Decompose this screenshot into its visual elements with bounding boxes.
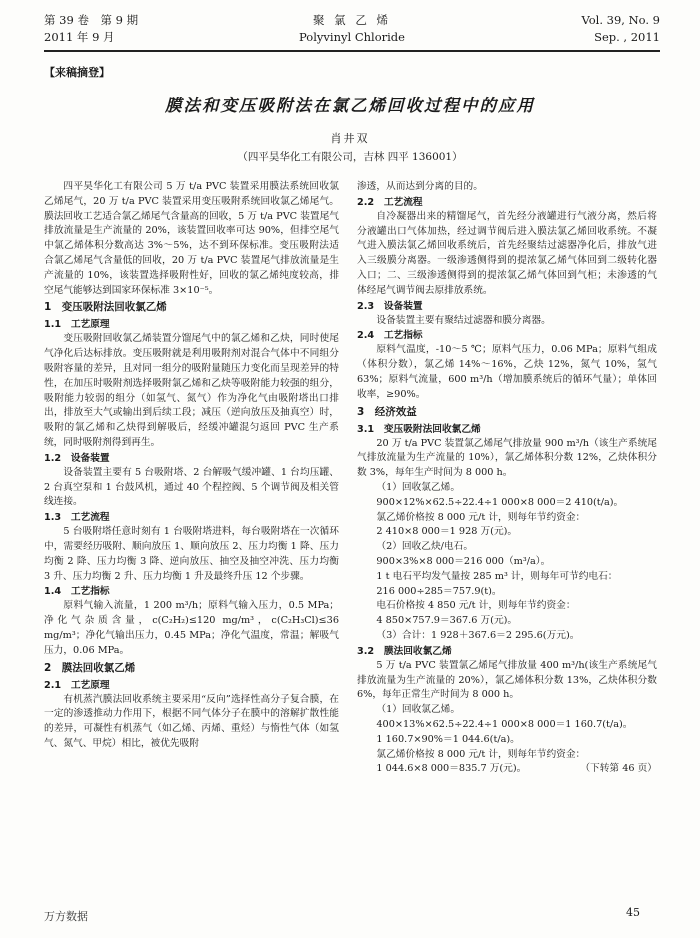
- paragraph: 5 台吸附塔任意时刻有 1 台吸附塔进料，每台吸附塔在一次循环中，需要经历吸附、顺向放压 1、顺向放压 2、压力均衡 1 降、压力均衡 2 降、压力均衡 3 降、逆向放压、抽空及抽空冲洗、压力均衡 3 升、压力均衡 2 升、压力均衡 1 升及最终升压 12 个步骤。: [44, 526, 339, 582]
- calc-line: 900×3%×8 000＝216 000（m³/a）。: [376, 555, 551, 567]
- calc-line: 氯乙烯价格按 8 000 元/t 计，则每年节约资金：: [376, 511, 586, 523]
- calc-line-with-continuation: [357, 762, 657, 777]
- author-name: 肖井双: [330, 132, 370, 145]
- page-header: [44, 12, 660, 48]
- paragraph: 5 万 t/a PVC 装置氯乙烯尾气排放量 400 m³/h(该生产系统尾气排放流量为生产流量的 20%），氯乙烯体积分数 13%，乙炔体积分数 6%，每年正常生产时间为 8 000 h。: [357, 659, 657, 701]
- subsection-heading: 1.1 工艺原理: [44, 319, 110, 331]
- header-center: [44, 12, 660, 46]
- paragraph: 设备装置主要有 5 台吸附塔、2 台解吸气缓冲罐、1 台均压罐、2 台真空泵和 1 台鼓风机，通过 40 个程控阀、5 个调节阀及相关管线连接。: [44, 466, 339, 508]
- paragraph-continued: 渗透，从而达到分离的目的。: [357, 181, 483, 192]
- calc-line: 900×12%×62.5÷22.4÷1 000×8 000＝2 410(t/a)。: [376, 496, 624, 508]
- calc-line: 1 044.6×8 000＝835.7 万(元)。: [376, 763, 527, 775]
- continued-note: （下转第 46 页）: [580, 763, 657, 775]
- subsection-heading: 2.4 工艺指标: [357, 330, 423, 342]
- subsection-heading: 3.2 膜法回收氯乙烯: [357, 645, 452, 657]
- date-cn: 2011 年 9 月: [44, 30, 115, 44]
- calc-line: 1 160.7×90%＝1 044.6(t/a)。: [376, 733, 520, 745]
- right-column: [357, 180, 657, 777]
- header-divider: [44, 50, 660, 52]
- calc-line: （2）回收乙炔/电石。: [376, 541, 474, 553]
- calc-line: 216 000÷285＝757.9(t)。: [376, 585, 502, 597]
- subsection-heading: 2.3 设备装置: [357, 300, 423, 312]
- header-right: [581, 12, 660, 46]
- subsection-heading: 1.2 设备装置: [44, 452, 110, 464]
- paragraph: 20 万 t/a PVC 装置氯乙烯尾气排放量 900 m³/h（该生产系统尾气排放流量为生产流量的 10%），氯乙烯体积分数 12%，乙炔体积分数 3%，每年生产时间为 8 000 h。: [357, 437, 657, 479]
- paragraph: 有机蒸汽膜法回收系统主要采用“反向”选择性高分子复合膜，在一定的渗透推动力作用下，根据不同气体分子在膜中的溶解扩散性能的差异，可凝性有机蒸气（如乙烯、丙烯、重烃）与惰性气体（如氢气、氮气、甲烷）相比，被优先吸附: [44, 693, 339, 749]
- section-heading: 2 膜法回收氯乙烯: [44, 661, 136, 674]
- paragraph: 变压吸附回收氯乙烯装置分馏尾气中的氯乙烯和乙炔，同时使尾气净化后达标排放。变压吸附就是利用吸附剂对混合气体中不同组分吸附容量的差异，且对同一组分的吸附量随压力变化而呈现差异的特性，在加压时吸附剂选择吸附氯乙烯和乙炔等吸附能力较强的组分，吸附能力较弱的组分（如氢气、氮气）作为净化气由吸附塔出口排出，排放至大气或输出到后续工段；减压（逆向放压及抽真空）时，吸附的氯乙烯和乙炔得到解吸后，经缓冲罐混匀返回 PVC 生产系统，同时吸附剂得到再生。: [44, 333, 339, 448]
- author-affiliation: （四平昊华化工有限公司，吉林 四平 136001）: [237, 151, 463, 163]
- date-en: Sep. , 2011: [594, 30, 660, 44]
- paragraph: 原料气输入流量，1 200 m³/h；原料气输入压力，0.5 MPa；净化气杂质含量，c(C₂H₂)≤120 mg/m³，c(C₂H₃Cl)≤36 mg/m³；净化气输出压力，0.45 MPa；净化气温度，常温；解吸气压力，0.06 MPa。: [44, 600, 339, 656]
- subsection-heading: 1.4 工艺指标: [44, 586, 110, 598]
- subsection-heading: 1.3 工艺流程: [44, 512, 110, 524]
- section-heading: 3 经济效益: [357, 405, 417, 418]
- calc-line: 1 t 电石平均发气量按 285 m³ 计，则每年可节约电石：: [376, 570, 618, 582]
- volume-issue-en: Vol. 39, No. 9: [581, 13, 660, 27]
- calc-line: 400×13%×62.5÷22.4÷1 000×8 000＝1 160.7(t/a)。: [376, 718, 633, 730]
- calc-line: 氯乙烯价格按 8 000 元/t 计，则每年节约资金：: [376, 748, 586, 760]
- article-title: 膜法和变压吸附法在氯乙烯回收过程中的应用: [165, 96, 535, 115]
- paragraph: 原料气温度，-10～5 ℃；原料气压力，0.06 MPa；原料气组成（体积分数），氯乙烯 14%～16%，乙炔 12%，氮气 10%，氢气 63%；原料气流量，600 m³/h（增加膜系统后的循环气量）；单体回收率，≥90%。: [357, 344, 657, 400]
- subsection-heading: 2.2 工艺流程: [357, 196, 423, 208]
- calc-line: （3）合计：1 928＋367.6＝2 295.6(万元)。: [376, 629, 580, 641]
- subsection-heading: 3.1 变压吸附法回收氯乙烯: [357, 423, 481, 435]
- column-category: 【来稿摘登】: [44, 66, 110, 79]
- database-watermark: 万方数据: [44, 910, 88, 923]
- paragraph: 设备装置主要有聚结过滤器和膜分离器。: [376, 314, 551, 326]
- intro-paragraph: 四平昊华化工有限公司 5 万 t/a PVC 装置采用膜法系统回收氯乙烯尾气，20 万 t/a PVC 装置采用变压吸附系统回收氯乙烯尾气。膜法回收工艺适合氯乙烯尾气含量高的回收，5 万 t/a PVC 装置尾气排放流量是生产流量的 20%，该装置回收率可达 90%，但排空尾气中氯乙烯体积分数高达 3%～5%，达不到环保标准。变压吸附法适合氯乙烯尾气含量低的回收，20 万 t/a PVC 装置尾气排放流量是生产流量的 10%，该装置选择吸附性好，回收的氯乙烯纯度较高，排空尾气能够达到国家环保标准 3×10⁻⁵。: [44, 181, 339, 296]
- subsection-heading: 2.1 工艺原理: [44, 679, 110, 691]
- journal-name-en: Polyvinyl Chloride: [299, 30, 405, 44]
- page-number: 45: [626, 906, 640, 919]
- calc-line: （1）回收氯乙烯。: [376, 704, 461, 716]
- volume-issue-cn: 第 39 卷 第 9 期: [44, 13, 139, 27]
- calc-line: （1）回收氯乙烯。: [376, 481, 461, 493]
- journal-name-cn: 聚 氯 乙 烯: [313, 13, 391, 27]
- calc-line: 2 410×8 000＝1 928 万(元)。: [376, 526, 518, 538]
- section-heading: 1 变压吸附法回收氯乙烯: [44, 301, 167, 314]
- paragraph: 自冷凝器出来的精馏尾气，首先经分液罐进行气液分离，然后将分液罐出口气体加热，经过调节阀后进入膜法氯乙烯回收系统。不凝气进入膜法氯乙烯回收系统后，首先经聚结过滤器净化后，排放气进入三级膜分离器。一级渗透侧得到的提浓氯乙烯气体回到二级转化器入口；二、三级渗透侧得到的提浓氯乙烯气体回到气柜；未渗透的气体经尾气调节阀去原排放系统。: [357, 210, 657, 296]
- left-column: [44, 180, 339, 752]
- calc-line: 4 850×757.9＝367.6 万(元)。: [376, 615, 518, 627]
- calc-line: 电石价格按 4 850 元/t 计，则每年节约资金：: [376, 600, 576, 612]
